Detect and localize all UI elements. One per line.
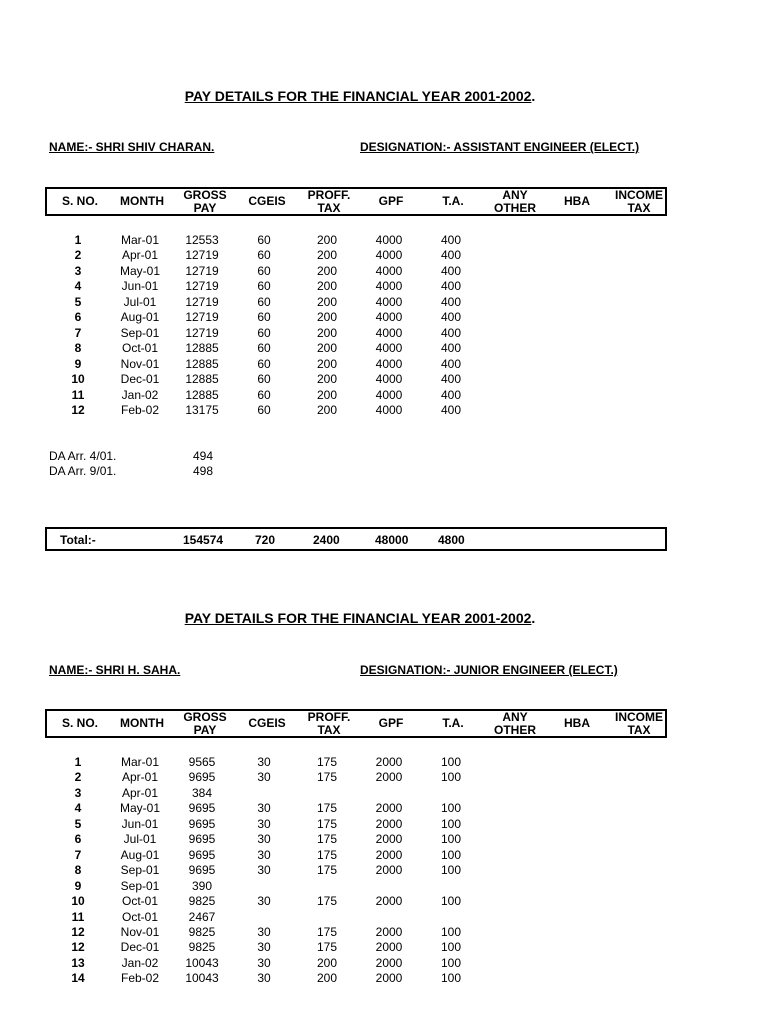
cell-month: May-01 — [119, 801, 160, 816]
table-row — [0, 388, 700, 403]
cell-ta: 400 — [440, 310, 462, 325]
table-row — [0, 372, 700, 387]
total-tax: 2400 — [313, 533, 340, 547]
cell-gross-pay: 12885 — [185, 341, 219, 356]
header-cgeis: CGEIS — [248, 194, 286, 208]
cell-ta: 400 — [440, 356, 462, 371]
cell-gpf: 2000 — [375, 801, 403, 816]
cell-month: Aug-01 — [120, 847, 160, 862]
cell-ta: 100 — [440, 770, 462, 785]
cell-ta: 100 — [440, 894, 462, 909]
cell-cgeis: 60 — [257, 402, 271, 417]
header-gross-pay: GROSS PAY — [183, 187, 227, 215]
cell-month: Nov-01 — [120, 924, 160, 939]
cell-proff-tax: 200 — [316, 971, 338, 986]
section2-name: NAME:- SHRI H. SAHA. — [49, 663, 181, 677]
cell-cgeis: 30 — [257, 832, 271, 847]
cell-gross-pay: 12719 — [185, 310, 219, 325]
cell-cgeis: 30 — [257, 863, 271, 878]
cell-proff-tax: 175 — [316, 755, 338, 769]
cell-month: Sep-01 — [120, 325, 160, 340]
cell-cgeis: 30 — [257, 816, 271, 831]
cell-sno: 7 — [74, 847, 82, 862]
cell-ta: 400 — [440, 248, 462, 263]
cell-cgeis: 60 — [257, 341, 271, 356]
cell-sno: 5 — [74, 816, 82, 831]
table-row — [0, 910, 700, 925]
cell-ta: 100 — [440, 955, 462, 970]
table-row — [0, 940, 700, 955]
cell-gpf: 2000 — [375, 863, 403, 878]
cell-gross-pay: 12719 — [185, 248, 219, 263]
cell-proff-tax: 175 — [316, 847, 338, 862]
cell-gross-pay: 12553 — [185, 233, 219, 247]
cell-proff-tax: 200 — [316, 955, 338, 970]
cell-sno: 9 — [74, 878, 82, 893]
header-gpf: GPF — [378, 716, 404, 730]
cell-month: Jun-01 — [121, 279, 159, 294]
cell-gpf: 4000 — [375, 248, 403, 263]
cell-ta: 400 — [440, 402, 462, 417]
cell-ta: 100 — [440, 755, 462, 769]
cell-gpf: 4000 — [375, 372, 403, 387]
table-row — [0, 357, 700, 372]
section1-header-row — [45, 187, 667, 216]
cell-proff-tax: 175 — [316, 894, 338, 909]
table-row — [0, 264, 700, 279]
table-row — [0, 279, 700, 294]
table-row — [0, 755, 700, 770]
cell-cgeis: 60 — [257, 372, 271, 387]
cell-cgeis: 60 — [257, 387, 271, 402]
table-row — [0, 310, 700, 325]
cell-proff-tax: 200 — [316, 294, 338, 309]
cell-cgeis: 30 — [257, 924, 271, 939]
cell-gpf: 2000 — [375, 894, 403, 909]
cell-ta: 100 — [440, 940, 462, 955]
da-arrear-value: 494 — [193, 449, 214, 463]
cell-sno: 13 — [71, 955, 85, 970]
cell-gpf: 4000 — [375, 402, 403, 417]
header-income-tax: INCOME TAX — [615, 187, 663, 215]
da-arrear-label: DA Arr. 9/01. — [49, 464, 117, 478]
table-row — [0, 925, 700, 940]
cell-gpf: 2000 — [375, 755, 403, 769]
cell-gross-pay: 9695 — [188, 847, 216, 862]
cell-sno: 8 — [74, 341, 82, 356]
cell-gross-pay: 9695 — [188, 863, 216, 878]
cell-gross-pay: 9825 — [188, 940, 216, 955]
cell-cgeis: 60 — [257, 310, 271, 325]
cell-cgeis: 30 — [257, 770, 271, 785]
cell-month: Feb-02 — [120, 971, 160, 986]
cell-sno: 11 — [71, 387, 85, 402]
cell-proff-tax: 175 — [316, 801, 338, 816]
cell-sno: 11 — [71, 909, 85, 924]
cell-gross-pay: 9825 — [188, 894, 216, 909]
cell-cgeis: 60 — [257, 356, 271, 371]
cell-proff-tax: 200 — [316, 372, 338, 387]
cell-cgeis: 60 — [257, 263, 271, 278]
cell-proff-tax: 200 — [316, 310, 338, 325]
cell-ta: 100 — [440, 816, 462, 831]
cell-gross-pay: 12885 — [185, 372, 219, 387]
section2-title: PAY DETAILS FOR THE FINANCIAL YEAR 2001-2002. — [184, 610, 536, 626]
table-row — [0, 295, 700, 310]
cell-gross-pay: 9695 — [188, 832, 216, 847]
cell-month: Mar-01 — [120, 755, 159, 769]
header-month: MONTH — [120, 716, 164, 730]
da-arrear-value: 498 — [193, 464, 214, 478]
cell-gross-pay: 10043 — [185, 955, 219, 970]
cell-cgeis: 30 — [257, 955, 271, 970]
table-row — [0, 326, 700, 341]
cell-ta: 100 — [440, 971, 462, 986]
header-month: MONTH — [120, 194, 164, 208]
header-hba: HBA — [564, 716, 590, 730]
header-sno: S. NO. — [61, 194, 98, 208]
cell-cgeis: 60 — [257, 325, 271, 340]
header-ta: T.A. — [442, 716, 464, 730]
cell-gross-pay: 12719 — [185, 325, 219, 340]
cell-gross-pay: 12885 — [185, 387, 219, 402]
cell-ta: 100 — [440, 924, 462, 939]
cell-cgeis: 30 — [257, 755, 271, 769]
cell-month: Mar-01 — [120, 233, 159, 247]
cell-proff-tax: 200 — [316, 356, 338, 371]
cell-sno: 6 — [74, 832, 82, 847]
cell-ta: 400 — [440, 279, 462, 294]
cell-month: Jul-01 — [123, 294, 157, 309]
cell-cgeis: 60 — [257, 248, 271, 263]
cell-cgeis: 60 — [257, 233, 271, 247]
cell-sno: 12 — [71, 402, 85, 417]
cell-month: Jul-01 — [123, 832, 157, 847]
cell-gpf: 4000 — [375, 387, 403, 402]
cell-gross-pay: 9695 — [188, 801, 216, 816]
cell-gpf: 2000 — [375, 816, 403, 831]
table-row — [0, 879, 700, 894]
cell-gpf: 4000 — [375, 233, 403, 247]
cell-proff-tax: 175 — [316, 770, 338, 785]
cell-ta: 100 — [440, 863, 462, 878]
cell-month: Jan-02 — [121, 387, 159, 402]
cell-ta: 400 — [440, 294, 462, 309]
da-arrear-label: DA Arr. 4/01. — [49, 449, 117, 463]
table-row — [0, 341, 700, 356]
cell-ta: 100 — [440, 801, 462, 816]
cell-gross-pay: 2467 — [188, 909, 216, 924]
table-row — [0, 248, 700, 263]
header-any-other: ANY OTHER — [494, 709, 536, 737]
cell-ta: 100 — [440, 847, 462, 862]
cell-month: Oct-01 — [121, 909, 158, 924]
cell-gross-pay: 12719 — [185, 294, 219, 309]
cell-sno: 2 — [74, 248, 82, 263]
cell-sno: 14 — [71, 971, 85, 986]
cell-month: Sep-01 — [120, 863, 160, 878]
cell-gross-pay: 13175 — [185, 402, 219, 417]
section1-title: PAY DETAILS FOR THE FINANCIAL YEAR 2001-2002. — [184, 88, 536, 104]
cell-cgeis: 30 — [257, 801, 271, 816]
cell-gross-pay: 9695 — [188, 770, 216, 785]
cell-month: Dec-01 — [120, 940, 160, 955]
cell-sno: 7 — [74, 325, 82, 340]
cell-month: Jan-02 — [121, 955, 159, 970]
cell-proff-tax: 200 — [316, 387, 338, 402]
cell-ta: 100 — [440, 832, 462, 847]
header-proff-tax: PROFF. TAX — [307, 187, 351, 215]
cell-gross-pay: 9825 — [188, 924, 216, 939]
cell-gpf: 2000 — [375, 770, 403, 785]
cell-gpf: 4000 — [375, 325, 403, 340]
header-cgeis: CGEIS — [248, 716, 286, 730]
table-row — [0, 956, 700, 971]
cell-sno: 12 — [71, 940, 85, 955]
cell-sno: 3 — [74, 263, 82, 278]
cell-gross-pay: 9695 — [188, 816, 216, 831]
cell-month: Apr-01 — [121, 248, 159, 263]
cell-month: Sep-01 — [120, 878, 160, 893]
cell-gpf: 2000 — [375, 971, 403, 986]
total-cgeis: 720 — [255, 533, 276, 547]
cell-sno: 12 — [71, 924, 85, 939]
cell-month: Oct-01 — [121, 341, 158, 356]
cell-gross-pay: 12719 — [185, 263, 219, 278]
cell-month: May-01 — [119, 263, 160, 278]
cell-proff-tax: 200 — [316, 341, 338, 356]
cell-proff-tax: 175 — [316, 816, 338, 831]
table-row — [0, 848, 700, 863]
cell-month: Dec-01 — [120, 372, 160, 387]
cell-gpf: 2000 — [375, 955, 403, 970]
cell-month: Feb-02 — [120, 402, 160, 417]
cell-sno: 10 — [71, 372, 85, 387]
cell-proff-tax: 200 — [316, 325, 338, 340]
header-sno: S. NO. — [61, 716, 98, 730]
section1-designation: DESIGNATION:- ASSISTANT ENGINEER (ELECT.) — [360, 140, 640, 154]
cell-proff-tax: 200 — [316, 402, 338, 417]
table-row — [0, 801, 700, 816]
cell-ta: 400 — [440, 341, 462, 356]
header-hba: HBA — [564, 194, 590, 208]
cell-ta: 400 — [440, 263, 462, 278]
cell-sno: 8 — [74, 863, 82, 878]
total-ta: 4800 — [438, 533, 465, 547]
table-row — [0, 817, 700, 832]
cell-gross-pay: 390 — [191, 878, 213, 893]
total-gross: 154574 — [183, 533, 224, 547]
cell-cgeis: 60 — [257, 294, 271, 309]
cell-cgeis: 30 — [257, 894, 271, 909]
cell-gpf: 2000 — [375, 940, 403, 955]
cell-gross-pay: 12885 — [185, 356, 219, 371]
cell-month: Oct-01 — [121, 894, 158, 909]
table-row — [0, 786, 700, 801]
cell-month: Apr-01 — [121, 770, 159, 785]
cell-proff-tax: 200 — [316, 248, 338, 263]
cell-month: Aug-01 — [120, 310, 160, 325]
cell-gpf: 2000 — [375, 832, 403, 847]
cell-gpf: 4000 — [375, 310, 403, 325]
cell-gpf: 4000 — [375, 279, 403, 294]
section2-designation: DESIGNATION:- JUNIOR ENGINEER (ELECT.) — [360, 663, 618, 677]
cell-sno: 1 — [74, 755, 82, 769]
cell-cgeis: 30 — [257, 971, 271, 986]
table-row — [0, 403, 700, 418]
cell-proff-tax: 175 — [316, 832, 338, 847]
cell-ta: 400 — [440, 325, 462, 340]
table-row — [0, 894, 700, 909]
cell-proff-tax: 175 — [316, 924, 338, 939]
cell-sno: 2 — [74, 770, 82, 785]
total-label: Total:- — [60, 533, 96, 547]
cell-gross-pay: 10043 — [185, 971, 219, 986]
cell-gpf: 4000 — [375, 294, 403, 309]
cell-sno: 6 — [74, 310, 82, 325]
cell-gpf: 2000 — [375, 847, 403, 862]
cell-sno: 4 — [74, 279, 82, 294]
header-income-tax: INCOME TAX — [615, 709, 663, 737]
cell-gross-pay: 384 — [191, 785, 213, 800]
cell-ta: 400 — [440, 233, 462, 247]
cell-proff-tax: 175 — [316, 863, 338, 878]
cell-proff-tax: 175 — [316, 940, 338, 955]
cell-ta: 400 — [440, 372, 462, 387]
cell-proff-tax: 200 — [316, 263, 338, 278]
cell-month: Jun-01 — [121, 816, 159, 831]
table-row — [0, 832, 700, 847]
table-row — [0, 770, 700, 785]
cell-sno: 9 — [74, 356, 82, 371]
table-row — [0, 863, 700, 878]
cell-proff-tax: 200 — [316, 233, 338, 247]
table-row — [0, 233, 700, 248]
cell-ta: 400 — [440, 387, 462, 402]
cell-sno: 5 — [74, 294, 82, 309]
header-proff-tax: PROFF. TAX — [307, 709, 351, 737]
header-ta: T.A. — [442, 194, 464, 208]
header-gross-pay: GROSS PAY — [183, 709, 227, 737]
cell-sno: 10 — [71, 894, 85, 909]
cell-proff-tax: 200 — [316, 279, 338, 294]
section1-name: NAME:- SHRI SHIV CHARAN. — [49, 140, 215, 154]
header-gpf: GPF — [378, 194, 404, 208]
cell-sno: 3 — [74, 785, 82, 800]
total-gpf: 48000 — [375, 533, 409, 547]
section1-total-row — [45, 527, 667, 551]
cell-gpf: 2000 — [375, 924, 403, 939]
cell-sno: 1 — [74, 233, 82, 247]
cell-gross-pay: 12719 — [185, 279, 219, 294]
cell-cgeis: 30 — [257, 940, 271, 955]
cell-cgeis: 60 — [257, 279, 271, 294]
cell-gpf: 4000 — [375, 263, 403, 278]
cell-gpf: 4000 — [375, 341, 403, 356]
cell-month: Nov-01 — [120, 356, 160, 371]
cell-sno: 4 — [74, 801, 82, 816]
section2-header-row — [45, 709, 667, 738]
cell-month: Apr-01 — [121, 785, 159, 800]
cell-gross-pay: 9565 — [188, 755, 216, 769]
header-any-other: ANY OTHER — [494, 187, 536, 215]
cell-cgeis: 30 — [257, 847, 271, 862]
cell-gpf: 4000 — [375, 356, 403, 371]
table-row — [0, 971, 700, 986]
